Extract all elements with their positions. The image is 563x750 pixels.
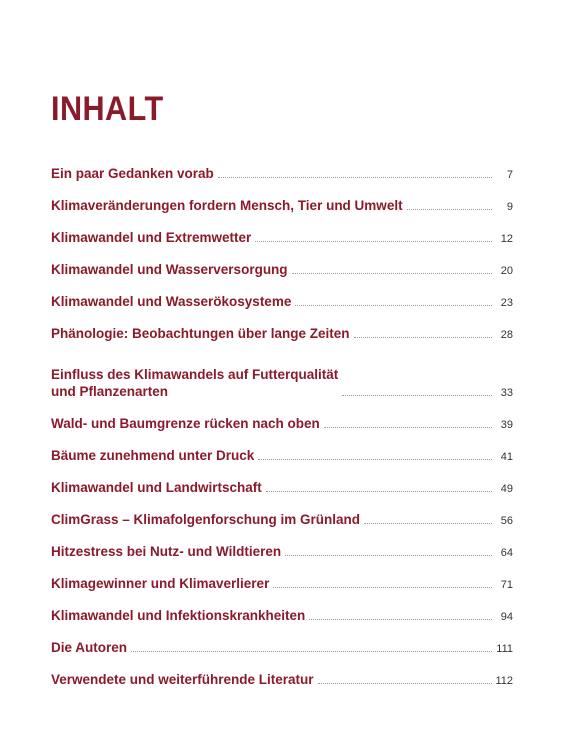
dot-leader: [285, 555, 492, 556]
dot-leader: [324, 427, 492, 428]
dot-leader: [309, 619, 492, 620]
toc-entry-title-line: Verwendete und weiterführende Literatur: [51, 672, 314, 687]
toc-entry-title: [51, 543, 281, 560]
dot-leader: [131, 651, 492, 652]
dot-leader: [407, 209, 492, 210]
toc-entry-title: [51, 229, 251, 246]
toc-entry-title-line: Die Autoren: [51, 640, 128, 655]
toc-entry: [51, 659, 513, 691]
dot-leader: [295, 305, 492, 306]
toc-entry-title: [51, 197, 403, 214]
toc-entry-title-line: Klimawandel und Extremwetter: [51, 230, 252, 245]
dot-leader: [318, 683, 492, 684]
toc-entry-title: [51, 511, 360, 528]
toc-entry-page-number: 7: [506, 169, 513, 181]
toc-entry-page-number: 20: [500, 265, 513, 277]
dot-leader: [258, 459, 492, 460]
toc-entry: [51, 153, 513, 185]
toc-entry-title: [51, 325, 350, 342]
toc-entry: [51, 499, 513, 531]
toc-entry-page-number: 112: [495, 675, 513, 687]
page-title: INHALT: [51, 90, 164, 128]
toc-entry-page-number: 12: [500, 233, 513, 245]
toc-entry: [51, 467, 513, 499]
toc-entry-title: [51, 447, 254, 464]
toc-entry: [51, 217, 513, 249]
toc-entry: [51, 531, 513, 563]
toc-entry: [51, 627, 513, 659]
toc-entry-title-line: Klimawandel und Infektionskrankheiten: [51, 608, 306, 623]
toc-entry-page-number: 28: [500, 329, 513, 341]
toc-entry-title-line: Einfluss des Klimawandels auf Futterqualität: [51, 367, 339, 382]
dot-leader: [266, 491, 492, 492]
toc-entry-page-number: 41: [500, 451, 513, 463]
toc-entry: [51, 349, 513, 403]
toc-entry-title-line: Phänologie: Beobachtungen über lange Zeiten: [51, 326, 350, 341]
toc-entry-title: [51, 366, 338, 400]
toc-entry-page-number: 9: [506, 201, 513, 213]
toc-entry-page-number: 23: [500, 297, 513, 309]
toc-entry: [51, 185, 513, 217]
toc-entry-title: [51, 293, 291, 310]
toc-entry-title-line: Wald- und Baumgrenze rücken nach oben: [51, 416, 320, 431]
toc-entry: [51, 595, 513, 627]
toc-entry: [51, 281, 513, 313]
toc-entry-page-number: 49: [500, 483, 513, 495]
toc-entry-title: [51, 479, 262, 496]
toc-entry: [51, 435, 513, 467]
dot-leader: [354, 337, 492, 338]
toc-entry-title: [51, 575, 269, 592]
toc-entry-page-number: 56: [500, 515, 513, 527]
toc-entry-title: [51, 165, 214, 182]
dot-leader: [273, 587, 492, 588]
toc-entry-page-number: 33: [500, 387, 513, 399]
toc-entry-title-line: Klimawandel und Landwirtschaft: [51, 480, 262, 495]
toc-entry-title-line: Klimawandel und Wasserökosysteme: [51, 294, 292, 309]
toc-entry-page-number: 111: [496, 643, 513, 655]
toc-entry: [51, 313, 513, 345]
toc-entry-title: [51, 607, 305, 624]
toc-entry-title-line: Hitzestress bei Nutz- und Wildtieren: [51, 544, 282, 559]
toc-entry: [51, 403, 513, 435]
toc-entry-title-line: ClimGrass – Klimafolgenforschung im Grünland: [51, 512, 361, 527]
toc-entry-page-number: 39: [500, 419, 513, 431]
toc-entry-title-line: Bäume zunehmend unter Druck: [51, 448, 255, 463]
toc-entry-title: [51, 671, 314, 688]
toc-entry-title-line: und Pflanzenarten: [51, 384, 169, 399]
toc-entry-title-line: Klimawandel und Wasserversorgung: [51, 262, 288, 277]
toc-entry-title-line: Ein paar Gedanken vorab: [51, 166, 214, 181]
toc-entry: [51, 249, 513, 281]
table-of-contents: [51, 153, 513, 691]
toc-entry-title-line: Klimaveränderungen fordern Mensch, Tier und Umwelt: [51, 198, 403, 213]
toc-entry: [51, 563, 513, 595]
dot-leader: [342, 395, 492, 396]
toc-entry-page-number: 71: [500, 579, 513, 591]
toc-entry-title: [51, 639, 127, 656]
dot-leader: [292, 273, 492, 274]
dot-leader: [255, 241, 492, 242]
toc-entry-page-number: 64: [500, 547, 513, 559]
toc-entry-page-number: 94: [500, 611, 513, 623]
toc-entry-title-line: Klimagewinner und Klimaverlierer: [51, 576, 270, 591]
dot-leader: [218, 177, 492, 178]
toc-entry-title: [51, 261, 288, 278]
toc-entry-title: [51, 415, 320, 432]
dot-leader: [364, 523, 492, 524]
